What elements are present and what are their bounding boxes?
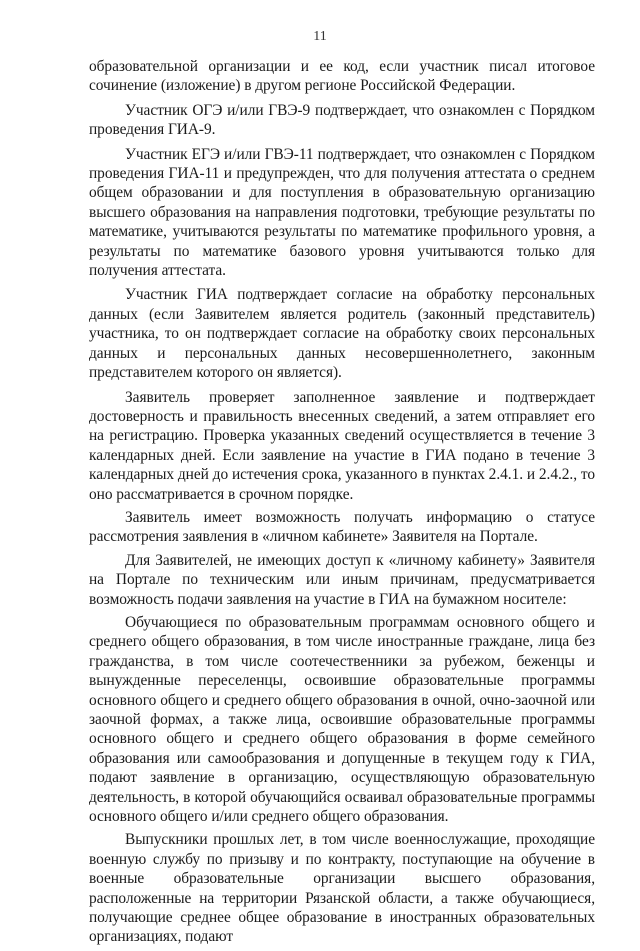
paragraph-paper-submission: Для Заявителей, не имеющих доступ к «личному кабинету» Заявителя на Портале по техническим или иным причинам, предусматривается возможность подачи заявления на участие в ГИА на бумажном носителе: bbox=[89, 551, 595, 608]
paragraph-continuation: образовательной организации и ее код, если участник писал итоговое сочинение (изложение) в другом регионе Российской Федерации. bbox=[89, 58, 595, 95]
page-number: 11 bbox=[313, 29, 327, 44]
paragraph-ege-gve11: Участник ЕГЭ и/или ГВЭ-11 подтверждает, что ознакомлен с Порядком проведения ГИА-11 и предупрежден, что для получения аттестата о среднем общем образовании и для поступления в образовательную организацию высшего образования на направления подготовки, требующие результаты по математике, учитываются результаты по математике профильного уровня, а результаты по математике базового уровня учитываются только для получения аттестата. bbox=[89, 145, 595, 280]
paragraph-students-application: Обучающиеся по образовательным программам основного общего и среднего общего образования, в том числе иностранные граждане, лица без гражданства, в том числе соотечественники за рубежом, беженцы и вынужденные переселенцы, освоившие образовательные программы основного общего и среднего общего образования в очной, очно-заочной или заочной формах, а также лица, освоившие образовательные программы основного общего и среднего общего образования в форме семейного образования или самообразования и допущенные в текущем году к ГИА, подают заявление в организацию, осуществляющую образовательную деятельность, в которой обучающийся осваивал образовательные программы основного общего и/или среднего общего образования. bbox=[89, 613, 595, 826]
paragraph-oge-gve9: Участник ОГЭ и/или ГВЭ-9 подтверждает, что ознакомлен с Порядком проведения ГИА-9. bbox=[89, 101, 595, 139]
paragraph-past-graduates: Выпускники прошлых лет, в том числе военнослужащие, проходящие военную службу по призыву и по контракту, поступающие на обучение в военные образовательные организации высшего образования, расположенные на территории Рязанской области, а также обучающиеся, получающие среднее общее образование в иностранных образовательных организациях, подают bbox=[89, 831, 595, 946]
paragraph-status-info: Заявитель имеет возможность получать информацию о статусе рассмотрения заявления в «личном кабинете» Заявителя на Портале. bbox=[89, 508, 595, 546]
paragraph-applicant-verification: Заявитель проверяет заполненное заявление и подтверждает достоверность и правильность внесенных сведений, а затем отправляет его на регистрацию. Проверка указанных сведений осуществляется в течение 3 календарных дней. Если заявление на участие в ГИА подано в течение 3 календарных дней до истечения срока, указанного в пунктах 2.4.1. и 2.4.2., то оно рассматривается в срочном порядке. bbox=[89, 388, 595, 503]
paragraph-personal-data-consent: Участник ГИА подтверждает согласие на обработку персональных данных (если Заявителем является родитель (законный представитель) участника, то он подтверждает согласие на обработку своих персональных данных и персональных данных несовершеннолетнего, законным представителем которого он является). bbox=[89, 286, 595, 382]
document-body bbox=[89, 57, 595, 951]
